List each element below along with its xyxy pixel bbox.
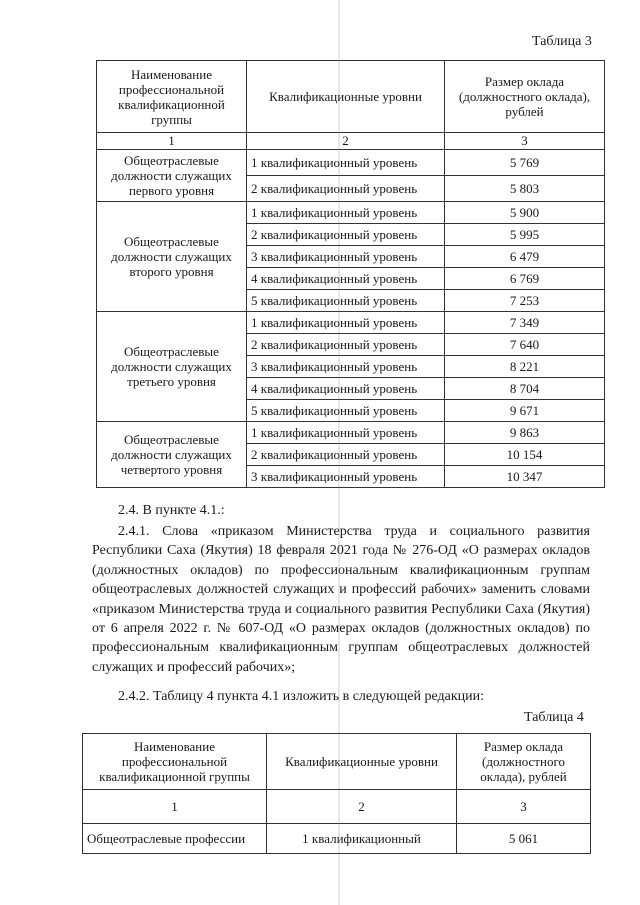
qualification-group-cell: Общеотраслевые должности служащих второго уровня (97, 202, 247, 312)
qualification-group-cell: Общеотраслевые должности служащих первого уровня (97, 150, 247, 202)
paragraph-2-4-1: 2.4.1. Слова «приказом Министерства труда и социального развития Республики Саха (Якутия) 18 февраля 2021 года № 276-ОД «О размерах окладов (должностных окладов) по профессиональным квалификационным группам общеотраслевых должностей служащих и профессий рабочих» заменить словами «приказом Министерства труда и социального развития Республики Саха (Якутия) от 6 апреля 2022 г. № 607-ОД «О размерах окладов (должностных окладов) по профессиональным квалификационным группам общеотраслевых должностей служащих и профессий рабочих»; (92, 524, 590, 675)
table4-header-group: Наименование профессиональной квалификационной группы (83, 734, 267, 790)
salary-cell: 5 803 (445, 176, 605, 202)
qualification-level-cell: 2 квалификационный уровень (247, 224, 445, 246)
qualification-level-cell: 1 квалификационный уровень (247, 312, 445, 334)
salary-cell: 6 769 (445, 268, 605, 290)
qualification-level-cell: 2 квалификационный уровень (247, 444, 445, 466)
salary-cell: 7 349 (445, 312, 605, 334)
table3-header-salary: Размер оклада (должностного оклада), рублей (445, 61, 605, 133)
table4-col-number: 3 (457, 790, 591, 824)
qualification-level-cell: 5 квалификационный уровень (247, 290, 445, 312)
qualification-level-cell: 2 квалификационный уровень (247, 334, 445, 356)
salary-cell: 5 061 (457, 824, 591, 854)
table4-col-number: 2 (267, 790, 457, 824)
qualification-level-cell: 3 квалификационный уровень (247, 246, 445, 268)
salary-cell: 7 253 (445, 290, 605, 312)
salary-cell: 5 900 (445, 202, 605, 224)
table4-header-row (83, 734, 591, 790)
qualification-level-cell: 3 квалификационный уровень (247, 466, 445, 488)
qualification-group-cell: Общеотраслевые профессии (83, 824, 267, 854)
salary-cell: 10 154 (445, 444, 605, 466)
salary-table-3 (96, 60, 605, 488)
qualification-group-cell: Общеотраслевые должности служащих четвертого уровня (97, 422, 247, 488)
qualification-group-cell: Общеотраслевые должности служащих третьего уровня (97, 312, 247, 422)
table-row (97, 422, 605, 444)
table3-col-number: 2 (247, 133, 445, 150)
table-row (97, 312, 605, 334)
table4-caption: Таблица 4 (524, 710, 584, 725)
qualification-level-cell: 3 квалификационный уровень (247, 356, 445, 378)
page-fold-shadow (338, 0, 340, 905)
salary-cell: 9 671 (445, 400, 605, 422)
table3-col-number: 1 (97, 133, 247, 150)
table-row (83, 824, 591, 854)
table3-header-row (97, 61, 605, 133)
salary-cell: 10 347 (445, 466, 605, 488)
table-row (97, 202, 605, 224)
paragraph-2-4-2: 2.4.2. Таблицу 4 пункта 4.1 изложить в следующей редакции: (118, 689, 485, 704)
salary-cell: 8 704 (445, 378, 605, 400)
table3-header-group: Наименование профессиональной квалификационной группы (97, 61, 247, 133)
salary-table-4 (82, 733, 591, 854)
salary-cell: 8 221 (445, 356, 605, 378)
salary-cell: 5 995 (445, 224, 605, 246)
table3-header-level: Квалификационные уровни (247, 61, 445, 133)
salary-cell: 9 863 (445, 422, 605, 444)
table4-header-level: Квалификационные уровни (267, 734, 457, 790)
qualification-level-cell: 1 квалификационный уровень (247, 422, 445, 444)
table4-col-number: 1 (83, 790, 267, 824)
salary-cell: 7 640 (445, 334, 605, 356)
salary-cell: 5 769 (445, 150, 605, 176)
table4-number-row (83, 790, 591, 824)
paragraph-2-4: 2.4. В пункте 4.1.: (118, 503, 225, 518)
table3-number-row (97, 133, 605, 150)
qualification-level-cell: 2 квалификационный уровень (247, 176, 445, 202)
table-row (97, 150, 605, 176)
table4-header-salary: Размер оклада (должностного оклада), рублей (457, 734, 591, 790)
table3-col-number: 3 (445, 133, 605, 150)
qualification-level-cell: 1 квалификационный уровень (247, 150, 445, 176)
qualification-level-cell: 4 квалификационный уровень (247, 268, 445, 290)
qualification-level-cell: 4 квалификационный уровень (247, 378, 445, 400)
qualification-level-cell: 5 квалификационный уровень (247, 400, 445, 422)
qualification-level-cell: 1 квалификационный уровень (247, 202, 445, 224)
qualification-level-cell: 1 квалификационный (267, 824, 457, 854)
table3-caption: Таблица 3 (532, 34, 592, 49)
salary-cell: 6 479 (445, 246, 605, 268)
